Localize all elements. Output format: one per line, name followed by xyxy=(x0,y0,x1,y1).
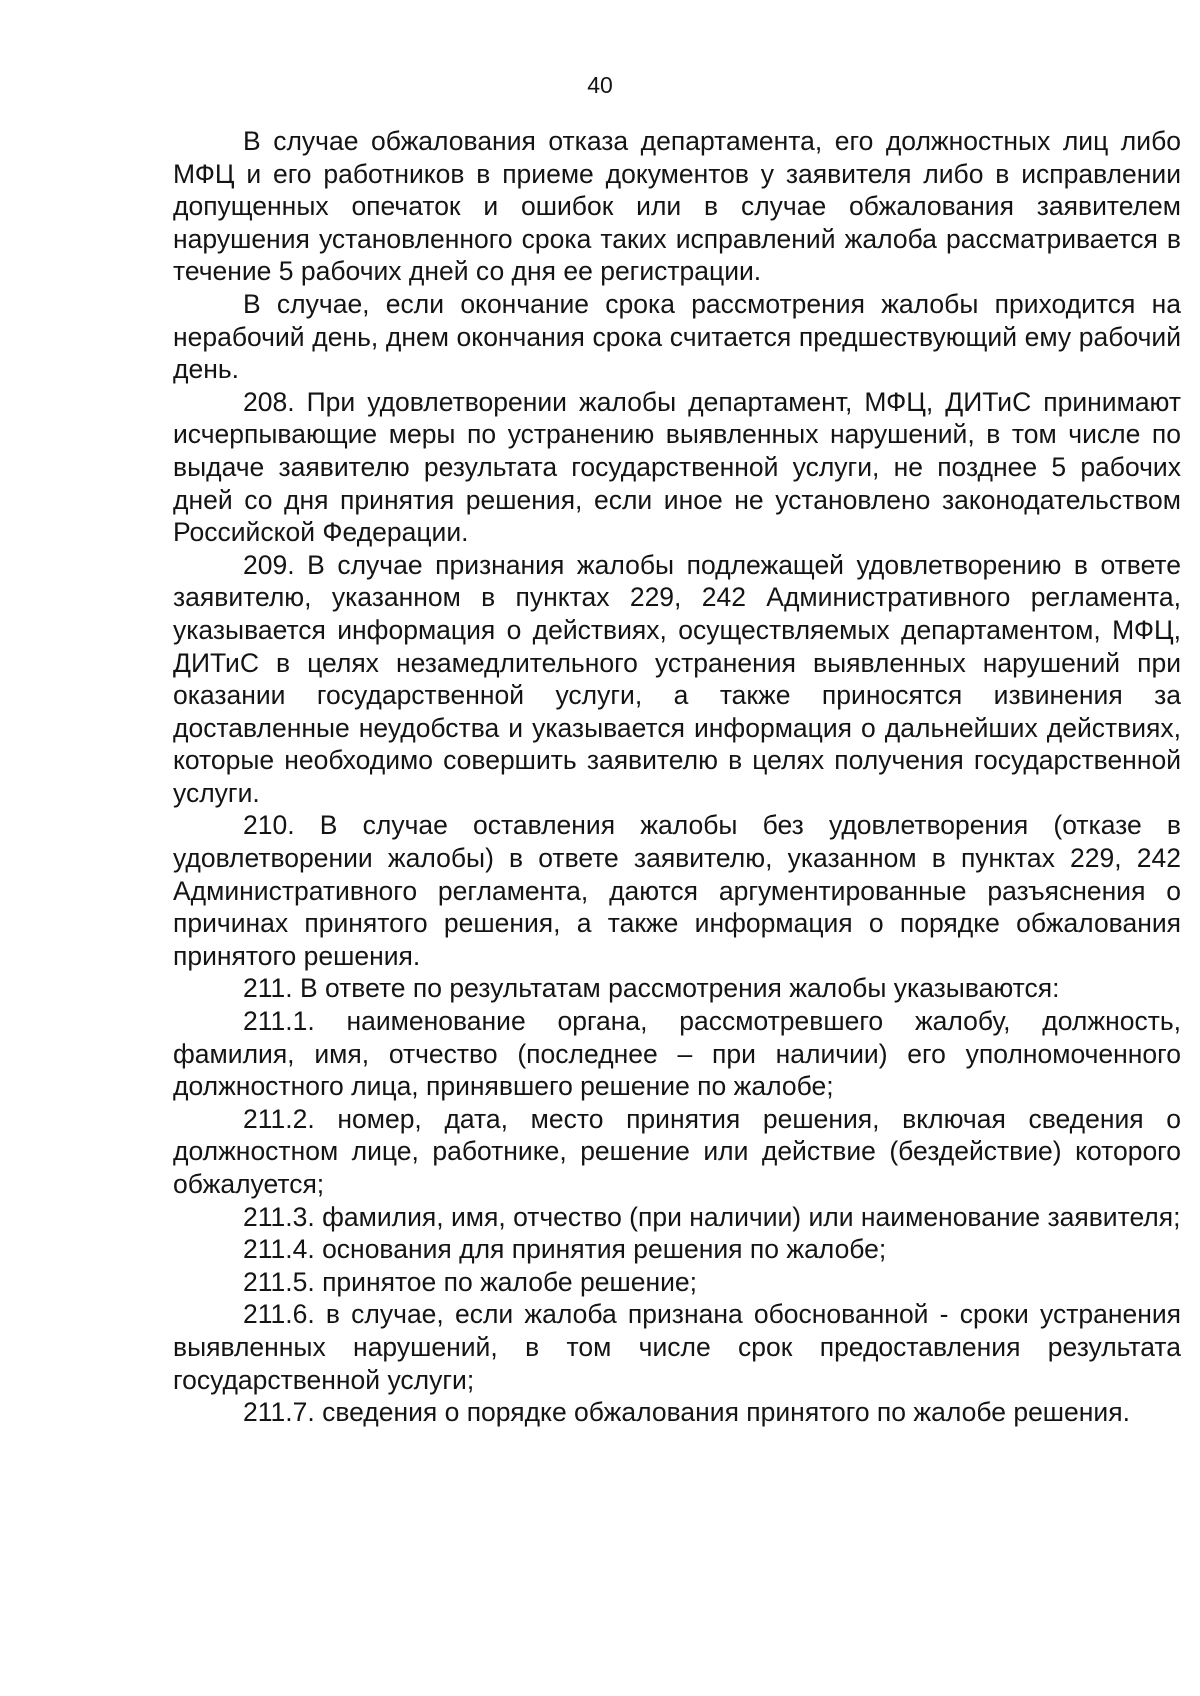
paragraph-211-4: 211.4. основания для принятия решения по жалобе; xyxy=(243,1234,887,1265)
paragraph-appeal-refusal: В случае обжалования отказа департамента, его должностных лиц либо МФЦ и его работников в приеме документов у заявителя либо в исправлении допущенных опечаток и ошибок или в случае обжалования заявителем нарушения установленного срока таких исправлений жалоба рассматривается в течение 5 рабочих дней со дня ее регистрации. xyxy=(173,126,1181,287)
paragraph-211-3: 211.3. фамилия, имя, отчество (при наличии) или наименование заявителя; xyxy=(243,1201,1181,1232)
paragraph-209: 209. В случае признания жалобы подлежащей удовлетворению в ответе заявителю, указанном в пунктах 229, 242 Административного регламента, указывается информация о действиях, осуществляемых департаментом, МФЦ, ДИТиС в целях незамедлительного устранения выявленных нарушений при оказании государственной услуги, а также приносятся извинения за доставленные неудобства и указывается информация о дальнейших действиях, которые необходимо совершить заявителю в целях получения государственной услуги. xyxy=(173,549,1181,808)
paragraph-211-5: 211.5. принятое по жалобе решение; xyxy=(243,1266,698,1297)
paragraph-211-6: 211.6. в случае, если жалоба признана обоснованной - сроки устранения выявленных нарушений, в том числе срок предоставления результата государственной услуги; xyxy=(173,1299,1181,1395)
document-body xyxy=(173,125,1181,1429)
paragraph-211: 211. В ответе по результатам рассмотрения жалобы указываются: xyxy=(243,973,1060,1004)
paragraph-208: 208. При удовлетворении жалобы департамент, МФЦ, ДИТиС принимают исчерпывающие меры по устранению выявленных нарушений, в том числе по выдаче заявителю результата государственной услуги, не позднее 5 рабочих дней со дня принятия решения, если иное не установлено законодательством Российской Федерации. xyxy=(173,386,1181,548)
paragraph-210: 210. В случае оставления жалобы без удовлетворения (отказе в удовлетворении жалобы) в ответе заявителю, указанном в пунктах 229, 242 Административного регламента, даются аргументированные разъяснения о причинах принятого решения, а также информация о порядке обжалования принятого решения. xyxy=(173,810,1181,971)
paragraph-211-7: 211.7. сведения о порядке обжалования принятого по жалобе решения. xyxy=(243,1397,1130,1428)
paragraph-211-2: 211.2. номер, дата, место принятия решения, включая сведения о должностном лице, работнике, решение или действие (бездействие) которого обжалуется; xyxy=(173,1103,1181,1199)
page-number: 40 xyxy=(587,72,613,98)
paragraph-211-1: 211.1. наименование органа, рассмотревшего жалобу, должность, фамилия, имя, отчество (последнее – при наличии) его уполномоченного должностного лица, принявшего решение по жалобе; xyxy=(173,1006,1181,1102)
paragraph-non-working-day: В случае, если окончание срока рассмотрения жалобы приходится на нерабочий день, днем окончания срока считается предшествующий ему рабочий день. xyxy=(173,288,1181,385)
